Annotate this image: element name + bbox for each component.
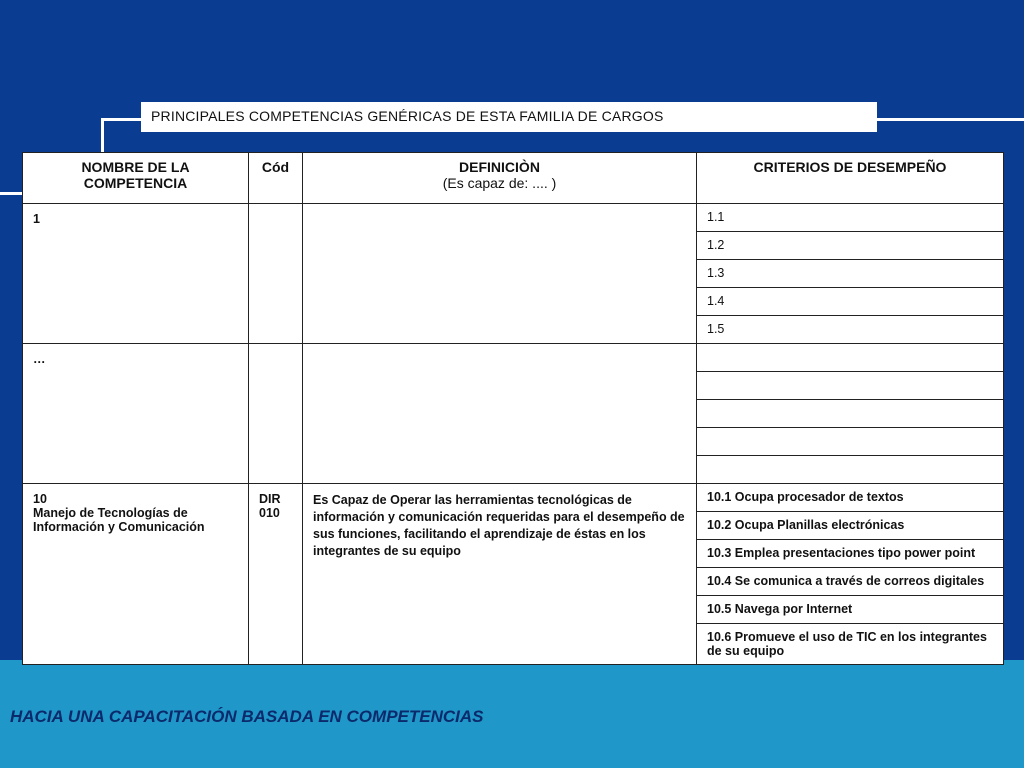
header-criterios: CRITERIOS DE DESEMPEÑO bbox=[697, 153, 1004, 204]
cell-criterio: 10.5 Navega por Internet bbox=[697, 596, 1004, 624]
cell-nombre: 1 bbox=[23, 204, 249, 344]
cell-criterio bbox=[697, 428, 1004, 456]
cell-nombre: … bbox=[23, 344, 249, 484]
cell-definicion bbox=[303, 204, 697, 344]
header-definicion-subtitle: (Es capaz de: .... ) bbox=[442, 175, 557, 191]
cell-cod bbox=[249, 344, 303, 484]
footer-slogan: HACIA UNA CAPACITACIÓN BASADA EN COMPETENCIAS bbox=[10, 707, 484, 726]
cell-cod bbox=[249, 204, 303, 344]
cell-criterio: 1.3 bbox=[697, 260, 1004, 288]
cell-criterio bbox=[697, 344, 1004, 372]
cell-criterio: 10.4 Se comunica a través de correos digitales bbox=[697, 568, 1004, 596]
header-cod: Cód bbox=[249, 153, 303, 204]
cell-criterio bbox=[697, 400, 1004, 428]
cell-criterio: 1.2 bbox=[697, 232, 1004, 260]
cell-cod: DIR 010 bbox=[249, 484, 303, 665]
decor-line-left-vertical bbox=[101, 118, 104, 154]
cell-criterio: 1.1 bbox=[697, 204, 1004, 232]
header-definicion-title: DEFINICIÒN bbox=[459, 159, 540, 175]
cell-nombre bbox=[23, 484, 249, 665]
decor-line-right-horizontal bbox=[877, 118, 1024, 121]
header-nombre: NOMBRE DE LA COMPETENCIA bbox=[23, 153, 249, 204]
cell-criterio: 1.5 bbox=[697, 316, 1004, 344]
cell-definicion bbox=[303, 344, 697, 484]
cell-criterio: 10.2 Ocupa Planillas electrónicas bbox=[697, 512, 1004, 540]
cell-criterio: 10.1 Ocupa procesador de textos bbox=[697, 484, 1004, 512]
competencia-name: Manejo de Tecnologías de Información y Comunicación bbox=[33, 506, 205, 534]
table-row bbox=[23, 484, 1004, 512]
cell-criterio: 10.3 Emplea presentaciones tipo power point bbox=[697, 540, 1004, 568]
table-row bbox=[23, 204, 1004, 232]
cell-criterio bbox=[697, 456, 1004, 484]
slide-title: PRINCIPALES COMPETENCIAS GENÉRICAS DE ESTA FAMILIA DE CARGOS bbox=[141, 102, 877, 132]
cell-criterio: 1.4 bbox=[697, 288, 1004, 316]
cell-definicion: Es Capaz de Operar las herramientas tecnológicas de información y comunicación requeridas para el desempeño de sus funciones, facilitando el aprendizaje de éstas en los integrantes de su equipo bbox=[303, 484, 697, 665]
table-header-row bbox=[23, 153, 1004, 204]
decor-line-left-edge bbox=[0, 192, 22, 195]
table-row bbox=[23, 344, 1004, 372]
cell-criterio bbox=[697, 372, 1004, 400]
cell-criterio: 10.6 Promueve el uso de TIC en los integrantes de su equipo bbox=[697, 624, 1004, 665]
competencias-table bbox=[22, 152, 1004, 665]
decor-line-left-horizontal bbox=[101, 118, 141, 121]
header-definicion bbox=[303, 153, 697, 204]
competencia-number: 10 bbox=[33, 492, 47, 506]
